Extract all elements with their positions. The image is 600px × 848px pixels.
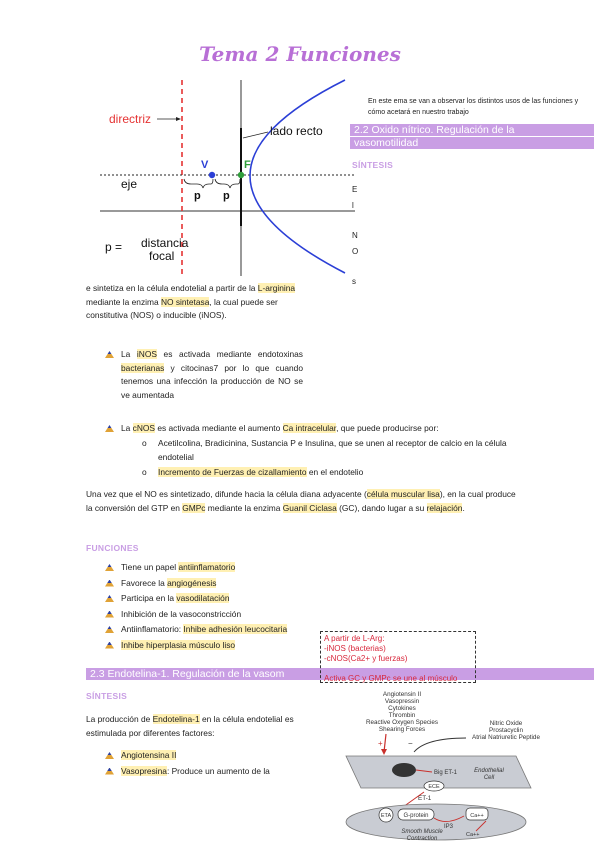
annotation-line: A partir de L-Arg: [324, 634, 385, 643]
text-run: Participa en la [121, 593, 177, 603]
page-title: Tema 2 Funciones [199, 42, 401, 66]
directriz-arrowhead [176, 117, 181, 121]
big-et1-label: Big ET-1 [434, 770, 458, 776]
focus-point [238, 172, 244, 178]
stimulus-label: Cytokines [388, 705, 416, 712]
ece-label: ECE [428, 784, 440, 790]
synthesis-paragraph [86, 282, 304, 323]
list-item [103, 592, 343, 606]
highlight-no-sintetasa: NO sintetasa [160, 296, 210, 307]
p-equals-label: p = [105, 240, 123, 254]
stimulus-arrowhead [381, 749, 387, 755]
highlight: Inhibe adhesión leucocitaria [183, 624, 288, 634]
endothelial-label: Endothelial [474, 768, 504, 774]
highlight-vasopresina: Vasopresina [121, 765, 167, 776]
list-item [103, 623, 343, 637]
inhibitor-label: Prostacyclin [489, 727, 523, 734]
list-item [103, 749, 333, 763]
ca-label-store: Ca++ [470, 813, 484, 819]
highlight-endotelina: Endotelina-1 [152, 714, 200, 724]
p-brace-left [184, 179, 213, 188]
cell-label: Cell [483, 775, 495, 781]
sub-item-2 [142, 466, 522, 480]
sintesis-heading: SÍNTESIS [352, 160, 394, 170]
text-run: Una vez que el NO es sintetizado, difunde hacia la célula diana adyacente ( [86, 489, 367, 499]
highlight-ca-intracelular: Ca intracelular [282, 423, 337, 433]
funciones-list [103, 561, 343, 654]
inos-bullet-list [103, 348, 303, 402]
endotelina-factors-list [103, 749, 333, 778]
focal-label: focal [149, 249, 175, 263]
vertex-label: V [201, 159, 209, 171]
highlight-l-arginina: L-arginina [257, 283, 296, 293]
section-2-2-heading-line2: vasomotilidad [350, 137, 594, 149]
text-run: . [462, 502, 465, 513]
distancia-label: distancia [141, 236, 189, 250]
text-run: : Produce un aumento de la [166, 765, 270, 776]
plus-sign: + [378, 739, 383, 748]
stimulus-label: Thrombin [388, 712, 416, 719]
parabola-diagram [95, 78, 357, 278]
contraction-label: Contraction [406, 836, 438, 842]
highlight: vasodilatación [176, 593, 230, 603]
diffusion-paragraph [86, 488, 520, 515]
text-run: ), en la cual produce la conversión del GTP en [86, 489, 516, 513]
text-run: Inhibición de la vasoconstricción [121, 608, 242, 619]
ca-label-free: Ca++ [466, 832, 480, 838]
highlight-angiotensina: Angiotensina II [121, 750, 177, 760]
p-label-right: p [223, 190, 230, 202]
text-run: Favorece la [121, 577, 168, 588]
highlight-relajacion: relajación [426, 502, 463, 513]
list-item [103, 608, 343, 622]
text-run: (GC), dando lugar a su [336, 502, 427, 513]
highlight-celula-muscular: célula muscular lisa [366, 489, 440, 499]
gprotein-label: G-protein [403, 813, 429, 819]
list-item [103, 422, 523, 436]
intro-text: En este ema se van a observar los distintos usos de las funciones y cómo acetará en nuestro trabajo [368, 98, 579, 116]
endothelin-figure [326, 688, 546, 843]
endotelina-paragraph [86, 713, 326, 740]
inhibitor-label: Atrial Natriuretic Peptide [472, 734, 540, 741]
highlight: Inhibe hiperplasia músculo liso [121, 639, 236, 650]
lado-recto-label: lado recto [270, 124, 323, 138]
minus-sign: − [408, 739, 413, 748]
text-run: mediante la enzima [205, 502, 283, 513]
text-run: La producción de [86, 714, 153, 724]
section-2-3-heading: 2.3 Endotelina-1. Regulación de la vasom [86, 668, 594, 680]
letter-item: E [352, 185, 358, 194]
lado-recto-leader [243, 132, 268, 138]
annotation-line: Activa GC y GMPc se une al músculo [324, 674, 458, 683]
stimulus-label: Reactive Oxygen Species [365, 719, 439, 726]
sub-item-1 [142, 437, 522, 464]
p-brace-right [215, 179, 240, 188]
stimulus-label: Shearing Forces [378, 726, 426, 733]
text-run: e sintetiza en la célula endotelial a partir de la [86, 283, 258, 293]
text-run: en el endotelio [306, 467, 364, 477]
eje-label: eje [121, 177, 138, 191]
text-run: mediante la enzima [86, 296, 161, 307]
list-item [103, 348, 303, 402]
highlight-bacterianas: bacterianas [121, 362, 165, 373]
et1-label: ET-1 [418, 795, 432, 802]
inhibitor-arrow [414, 738, 466, 752]
ip3-label: IP3 [444, 824, 454, 830]
letter-item: s [352, 277, 356, 286]
parabola-curve [250, 80, 345, 273]
section-2-2-heading-line1: 2.2 Oxido nítrico. Regulación de la [350, 124, 594, 136]
directriz-label: directriz [109, 112, 152, 126]
annotation-line: -cNOS(Ca2+ y fuerzas) [324, 654, 408, 663]
highlight: angiogénesis [167, 577, 217, 588]
vertical-letters [352, 182, 358, 290]
cnos-bullet-list [103, 422, 523, 436]
funciones-heading: FUNCIONES [86, 543, 139, 553]
letter-item: l [352, 201, 354, 210]
text-run: es activada mediante endotoxinas [156, 349, 303, 359]
smooth-muscle-label: Smooth Muscle [401, 829, 443, 835]
list-item [103, 639, 343, 653]
list-item [103, 577, 343, 591]
list-item [103, 765, 333, 779]
text-run: Antiinflamatorio: [121, 624, 184, 634]
vertex-point [209, 172, 215, 178]
text-run: en la célula endotelial es estimulada por diferentes factores: [86, 714, 294, 738]
circle-bullet-icon: o [142, 467, 147, 477]
focus-label: F [244, 159, 251, 171]
nucleus-shape [392, 763, 416, 777]
highlight-guanil-ciclasa: Guanil Ciclasa [282, 502, 337, 513]
eta-label: ETA [380, 813, 392, 819]
text-run: es activada mediante el aumento [155, 423, 283, 433]
text-run: La [121, 423, 133, 433]
circle-bullet-icon: o [142, 438, 147, 448]
list-item [103, 561, 343, 575]
highlight-cnos: cNOS [132, 423, 155, 433]
text-run: , que puede producirse por: [336, 423, 439, 433]
annotation-box [320, 631, 476, 683]
highlight-fuerzas: Incremento de Fuerzas de cizallamiento [158, 467, 307, 477]
letter-item: N [352, 231, 358, 240]
p-label-left: p [194, 190, 201, 202]
letter-item: O [352, 247, 359, 256]
sub-item-text: Acetilcolina, Bradicinina, Sustancia P e Insulina, que se unen al receptor de calcio en la célula endotelial [158, 438, 507, 462]
highlight-gmpc: GMPc [182, 502, 206, 513]
highlight: antiinflamatorio [178, 562, 236, 572]
sintesis-heading-2: SÍNTESIS [86, 691, 128, 701]
text-run: y citocinas7 por lo que cuando tenemos una infección la producción de NO se ve aumentada [121, 362, 303, 400]
annotation-line: -iNOS (bacterias) [324, 644, 386, 653]
text-run: , la cual puede ser constitutiva (NOS) o inducible (iNOS). [86, 296, 278, 320]
stimulus-label: Angiotensin II [382, 691, 422, 698]
text-run: La [121, 349, 137, 359]
stimulus-label: Vasopressin [384, 698, 420, 705]
inhibitor-label: Nitric Oxide [489, 720, 523, 727]
highlight-inos: iNOS [136, 349, 157, 359]
text-run: Tiene un papel [121, 562, 179, 572]
